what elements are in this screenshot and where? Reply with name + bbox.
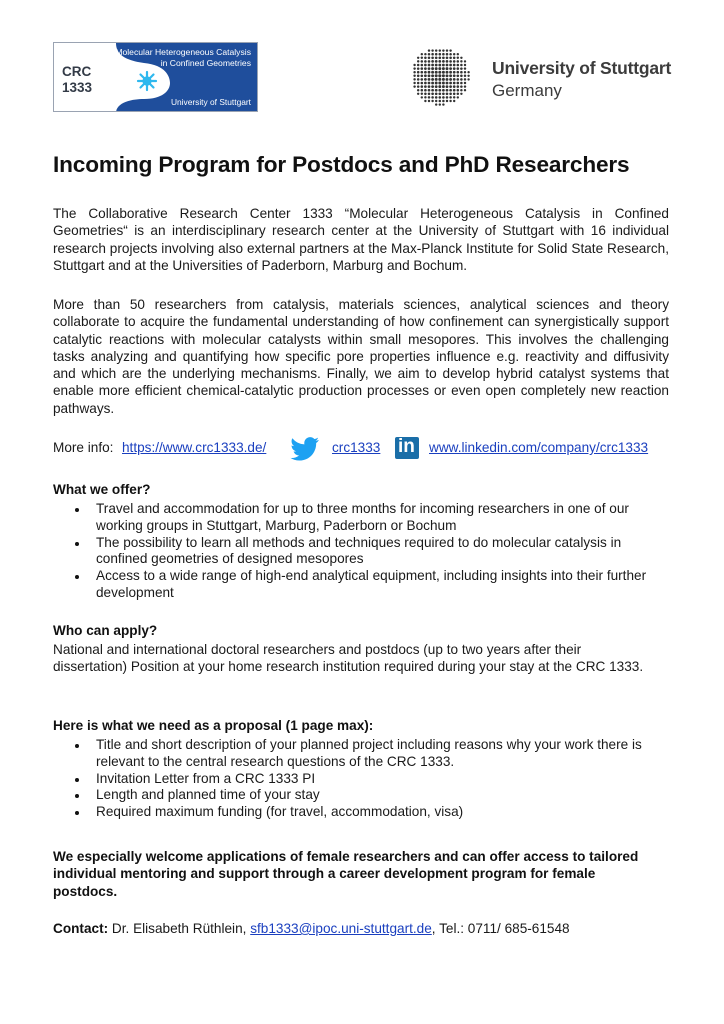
list-item: Title and short description of your planned project including reasons why your work there is relevant to the central research questions of the CRC 1333. xyxy=(53,737,673,771)
crc-1333-logo xyxy=(53,42,258,112)
university-of-stuttgart-logo xyxy=(408,45,672,109)
who-text: National and international doctoral researchers and postdocs (up to two years after their dissertation) Position at your home research institution required during your stay at the CRC 1333. xyxy=(53,642,644,674)
dotted-sphere-icon xyxy=(408,45,478,107)
contact-line xyxy=(53,921,570,936)
list-item: Length and planned time of your stay xyxy=(53,787,673,804)
more-info-label: More info: xyxy=(53,440,114,455)
offer-heading: What we offer? xyxy=(53,482,151,497)
intro-paragraph: The Collaborative Research Center 1333 “Molecular Heterogeneous Catalysis in Confined Geometries“ is an interdisciplinary research center at the University of Stuttgart with 16 individual research projects involving also external partners at the Max-Planck Institute for Solid State Research, Stuttgart and at the Universities of Paderborn, Marburg and Bochum. xyxy=(53,206,669,273)
research-paragraph: More than 50 researchers from catalysis, materials sciences, analytical sciences and theory collaborate to acquire the fundamental understanding of how confinement can synergistically support catalytic reactions with molecular catalysts within small mesopores. This involves the challenging tasks analyzing and quantifying how specific pore properties influence e.g. reactivity and diffusivity and which are the underlying mechanisms. Finally, we aim to develop hybrid catalyst systems that enable more efficient chemical-catalytic production processes or even open completely new reaction pathways. xyxy=(53,297,669,416)
crc-title-line1: Molecular Heterogeneous Catalysis xyxy=(115,47,251,57)
list-item: Access to a wide range of high-end analytical equipment, including insights into their further development xyxy=(53,568,673,602)
crc-abbr-line2: 1333 xyxy=(62,80,93,95)
proposal-list xyxy=(53,737,673,821)
contact-email-link[interactable]: sfb1333@ipoc.uni-stuttgart.de xyxy=(250,921,432,936)
contact-phone: , Tel.: 0711/ 685-61548 xyxy=(431,921,570,936)
offer-list xyxy=(53,501,673,602)
contact-name: Dr. Elisabeth Rüthlein, xyxy=(111,921,247,936)
page-title: Incoming Program for Postdocs and PhD Researchers xyxy=(53,152,630,177)
crc-logo-university: University of Stuttgart xyxy=(170,97,251,107)
twitter-icon[interactable] xyxy=(290,437,320,461)
list-item: The possibility to learn all methods and techniques required to do molecular catalysis in confined geometries of designed mesopores xyxy=(53,535,673,569)
uni-logo-name: University of Stuttgart xyxy=(492,58,672,78)
star-burst-icon xyxy=(138,72,156,90)
list-item: Travel and accommodation for up to three months for incoming researchers in one of our working groups in Stuttgart, Marburg, Paderborn or Bochum xyxy=(53,501,673,535)
list-item: Required maximum funding (for travel, accommodation, visa) xyxy=(53,804,673,821)
more-info-row xyxy=(53,437,673,459)
linkedin-link[interactable]: www.linkedin.com/company/crc1333 xyxy=(429,440,649,455)
linkedin-icon[interactable] xyxy=(395,437,419,459)
crc-abbreviation xyxy=(62,64,92,96)
twitter-link[interactable]: crc1333 xyxy=(332,440,381,455)
crc-abbr-line1: CRC xyxy=(62,64,92,79)
proposal-heading: Here is what we need as a proposal (1 page max): xyxy=(53,718,374,733)
list-item: Invitation Letter from a CRC 1333 PI xyxy=(53,771,673,788)
linkedin-glyph: in xyxy=(398,436,415,457)
header xyxy=(0,0,724,130)
welcome-statement: We especially welcome applications of female researchers and can offer access to tailored individual mentoring and support through a career development program for female postdocs. xyxy=(53,849,639,899)
who-heading: Who can apply? xyxy=(53,623,158,638)
crc-title-line2: in Confined Geometries xyxy=(160,58,251,68)
contact-label: Contact: xyxy=(53,921,109,936)
uni-logo-country: Germany xyxy=(492,81,562,100)
crc-logo-title xyxy=(91,47,251,69)
website-link[interactable]: https://www.crc1333.de/ xyxy=(122,440,267,455)
